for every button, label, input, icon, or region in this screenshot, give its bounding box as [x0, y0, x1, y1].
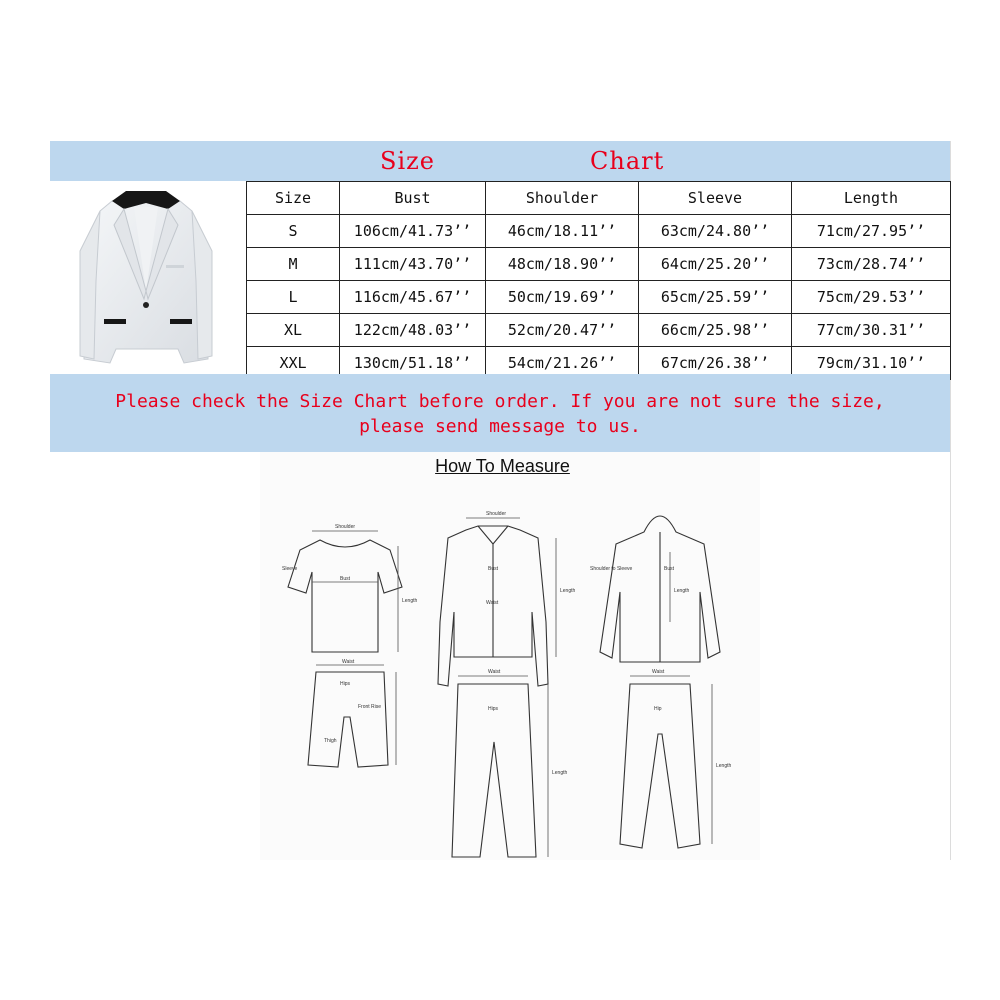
label-shoulder-to-sleeve: Shoulder to Sleeve	[590, 566, 633, 572]
notice-line-2: please send message to us.	[359, 416, 641, 437]
size-chart-sheet	[50, 141, 951, 860]
label-hoodie-bust: Bust	[664, 566, 675, 572]
cell-bust: 116cm/45.67’’	[340, 281, 486, 314]
label-hips: Hips	[340, 681, 351, 687]
header-sleeve: Sleeve	[639, 182, 792, 215]
label-trouser-waist: Waist	[488, 669, 501, 675]
how-to-measure-section	[260, 452, 760, 860]
cell-size: L	[247, 281, 340, 314]
measure-diagrams	[260, 452, 760, 860]
cell-size: XXL	[247, 347, 340, 380]
cell-size: XL	[247, 314, 340, 347]
header-shoulder: Shoulder	[486, 182, 639, 215]
cell-shoulder: 52cm/20.47’’	[486, 314, 639, 347]
label-waist: Waist	[342, 659, 355, 665]
cell-length: 75cm/29.53’’	[792, 281, 951, 314]
tshirt-outline	[288, 540, 402, 652]
label-bust: Bust	[340, 576, 351, 582]
label-sleeve: Sleeve	[282, 566, 298, 572]
cell-shoulder: 50cm/19.69’’	[486, 281, 639, 314]
cell-bust: 130cm/51.18’’	[340, 347, 486, 380]
how-to-measure-title: How To Measure	[435, 456, 570, 476]
blazer-image	[50, 181, 246, 374]
label-front-rise: Front Rise	[358, 704, 382, 710]
table-row	[247, 281, 951, 314]
notice-line-1: Please check the Size Chart before order. If you are not sure the size,	[115, 391, 885, 412]
header-bust: Bust	[340, 182, 486, 215]
label-hoodie-length: Length	[674, 588, 690, 594]
header-length: Length	[792, 182, 951, 215]
cell-length: 73cm/28.74’’	[792, 248, 951, 281]
label-jogger-length: Length	[716, 763, 732, 769]
label-shirt-length: Length	[560, 588, 576, 594]
label-shirt-bust: Bust	[488, 566, 499, 572]
cell-bust: 106cm/41.73’’	[340, 215, 486, 248]
cell-shoulder: 54cm/21.26’’	[486, 347, 639, 380]
cell-sleeve: 64cm/25.20’’	[639, 248, 792, 281]
cell-shoulder: 46cm/18.11’’	[486, 215, 639, 248]
table-row	[247, 215, 951, 248]
label-shoulder: Shoulder	[335, 524, 356, 530]
blazer-illustration	[50, 181, 246, 374]
title-size: Size	[380, 147, 435, 175]
size-table	[246, 181, 951, 380]
cell-length: 79cm/31.10’’	[792, 347, 951, 380]
table-row	[247, 314, 951, 347]
notice-bar	[50, 374, 950, 452]
label-jogger-waist: Waist	[652, 669, 665, 675]
cell-shoulder: 48cm/18.90’’	[486, 248, 639, 281]
notice-text	[50, 389, 950, 439]
cell-sleeve: 67cm/26.38’’	[639, 347, 792, 380]
cell-length: 71cm/27.95’’	[792, 215, 951, 248]
title-chart: Chart	[590, 147, 665, 175]
cell-sleeve: 65cm/25.59’’	[639, 281, 792, 314]
cell-size: S	[247, 215, 340, 248]
table-row	[247, 248, 951, 281]
cell-sleeve: 63cm/24.80’’	[639, 215, 792, 248]
header-size: Size	[247, 182, 340, 215]
label-jogger-hip: Hip	[654, 706, 662, 712]
title-bar	[50, 141, 950, 181]
label-shirt-shoulder: Shoulder	[486, 511, 507, 517]
label-shirt-waist: Waist	[486, 600, 499, 606]
label-thigh: Thigh	[324, 738, 337, 744]
cell-size: M	[247, 248, 340, 281]
table-header-row	[247, 182, 951, 215]
cell-bust: 122cm/48.03’’	[340, 314, 486, 347]
label-length: Length	[402, 598, 418, 604]
label-trouser-hips: Hips	[488, 706, 499, 712]
cell-bust: 111cm/43.70’’	[340, 248, 486, 281]
label-trouser-length: Length	[552, 770, 568, 776]
cell-length: 77cm/30.31’’	[792, 314, 951, 347]
cell-sleeve: 66cm/25.98’’	[639, 314, 792, 347]
